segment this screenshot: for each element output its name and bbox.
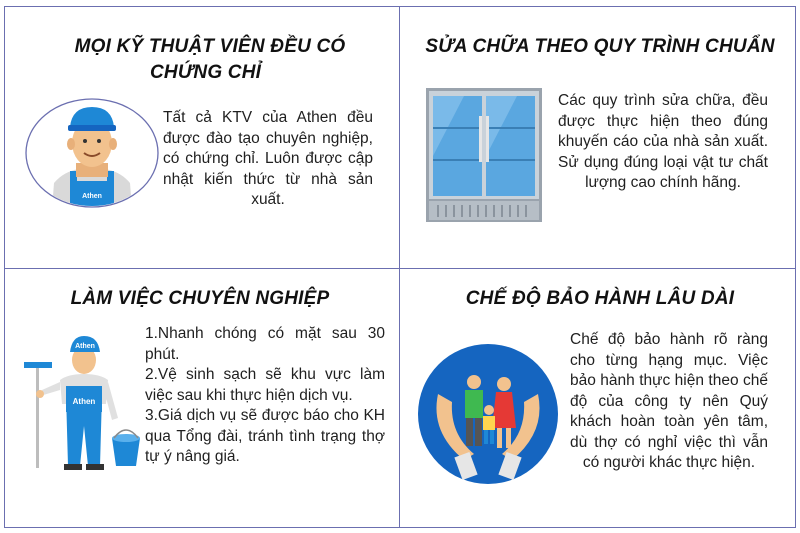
family-protection-icon xyxy=(416,342,560,486)
cleaner-worker-icon xyxy=(20,330,144,472)
cap-label: Athen xyxy=(75,343,95,350)
card-title: MỌI KỸ THUẬT VIÊN ĐỀU CÓ CHỨNG CHỈ xyxy=(74,36,346,83)
horizontal-divider xyxy=(4,268,796,269)
card-title: LÀM VIỆC CHUYÊN NGHIỆP xyxy=(70,288,330,309)
card-description: Tất cả KTV của Athen đều được đào tạo chuyên nghiệp, có chứng chỉ. Luôn được cập nhật kiến thức từ nhà sản xuất. xyxy=(163,109,373,208)
card-title: CHẾ ĐỘ BẢO HÀNH LÂU DÀI xyxy=(465,288,735,309)
card-list: 1.Nhanh chóng có mặt sau 30 phút. 2.Vệ sinh sạch sẽ khu vực làm việc sau khi thực hiện dịch vụ. 3.Giá dịch vụ sẽ được báo cho KH qua Tổng đài, tránh tình trạng thợ tự ý nâng giá. xyxy=(145,325,385,465)
card-description: Các quy trình sửa chữa, đều được thực hiện theo đúng khuyến cáo của nhà sản xuất. Sử dụng đúng loại vật tư chất lượng cao chính hãng. xyxy=(558,92,768,191)
card-description: Chế độ bảo hành rõ ràng cho từng hạng mục. Việc bảo hành thực hiện theo chế độ của công ty nên Quý khách hoàn toàn yên tâm, dù thợ có nghỉ việc thì vẫn có người khác thực hiện. xyxy=(570,331,768,471)
suit-label: Athen xyxy=(72,397,96,406)
vertical-divider xyxy=(399,6,400,528)
display-fridge-icon xyxy=(424,86,544,224)
badge-label: Athen xyxy=(82,193,102,200)
card-title: SỬA CHỮA THEO QUY TRÌNH CHUẨN xyxy=(425,36,775,57)
technician-avatar-icon xyxy=(24,97,160,209)
